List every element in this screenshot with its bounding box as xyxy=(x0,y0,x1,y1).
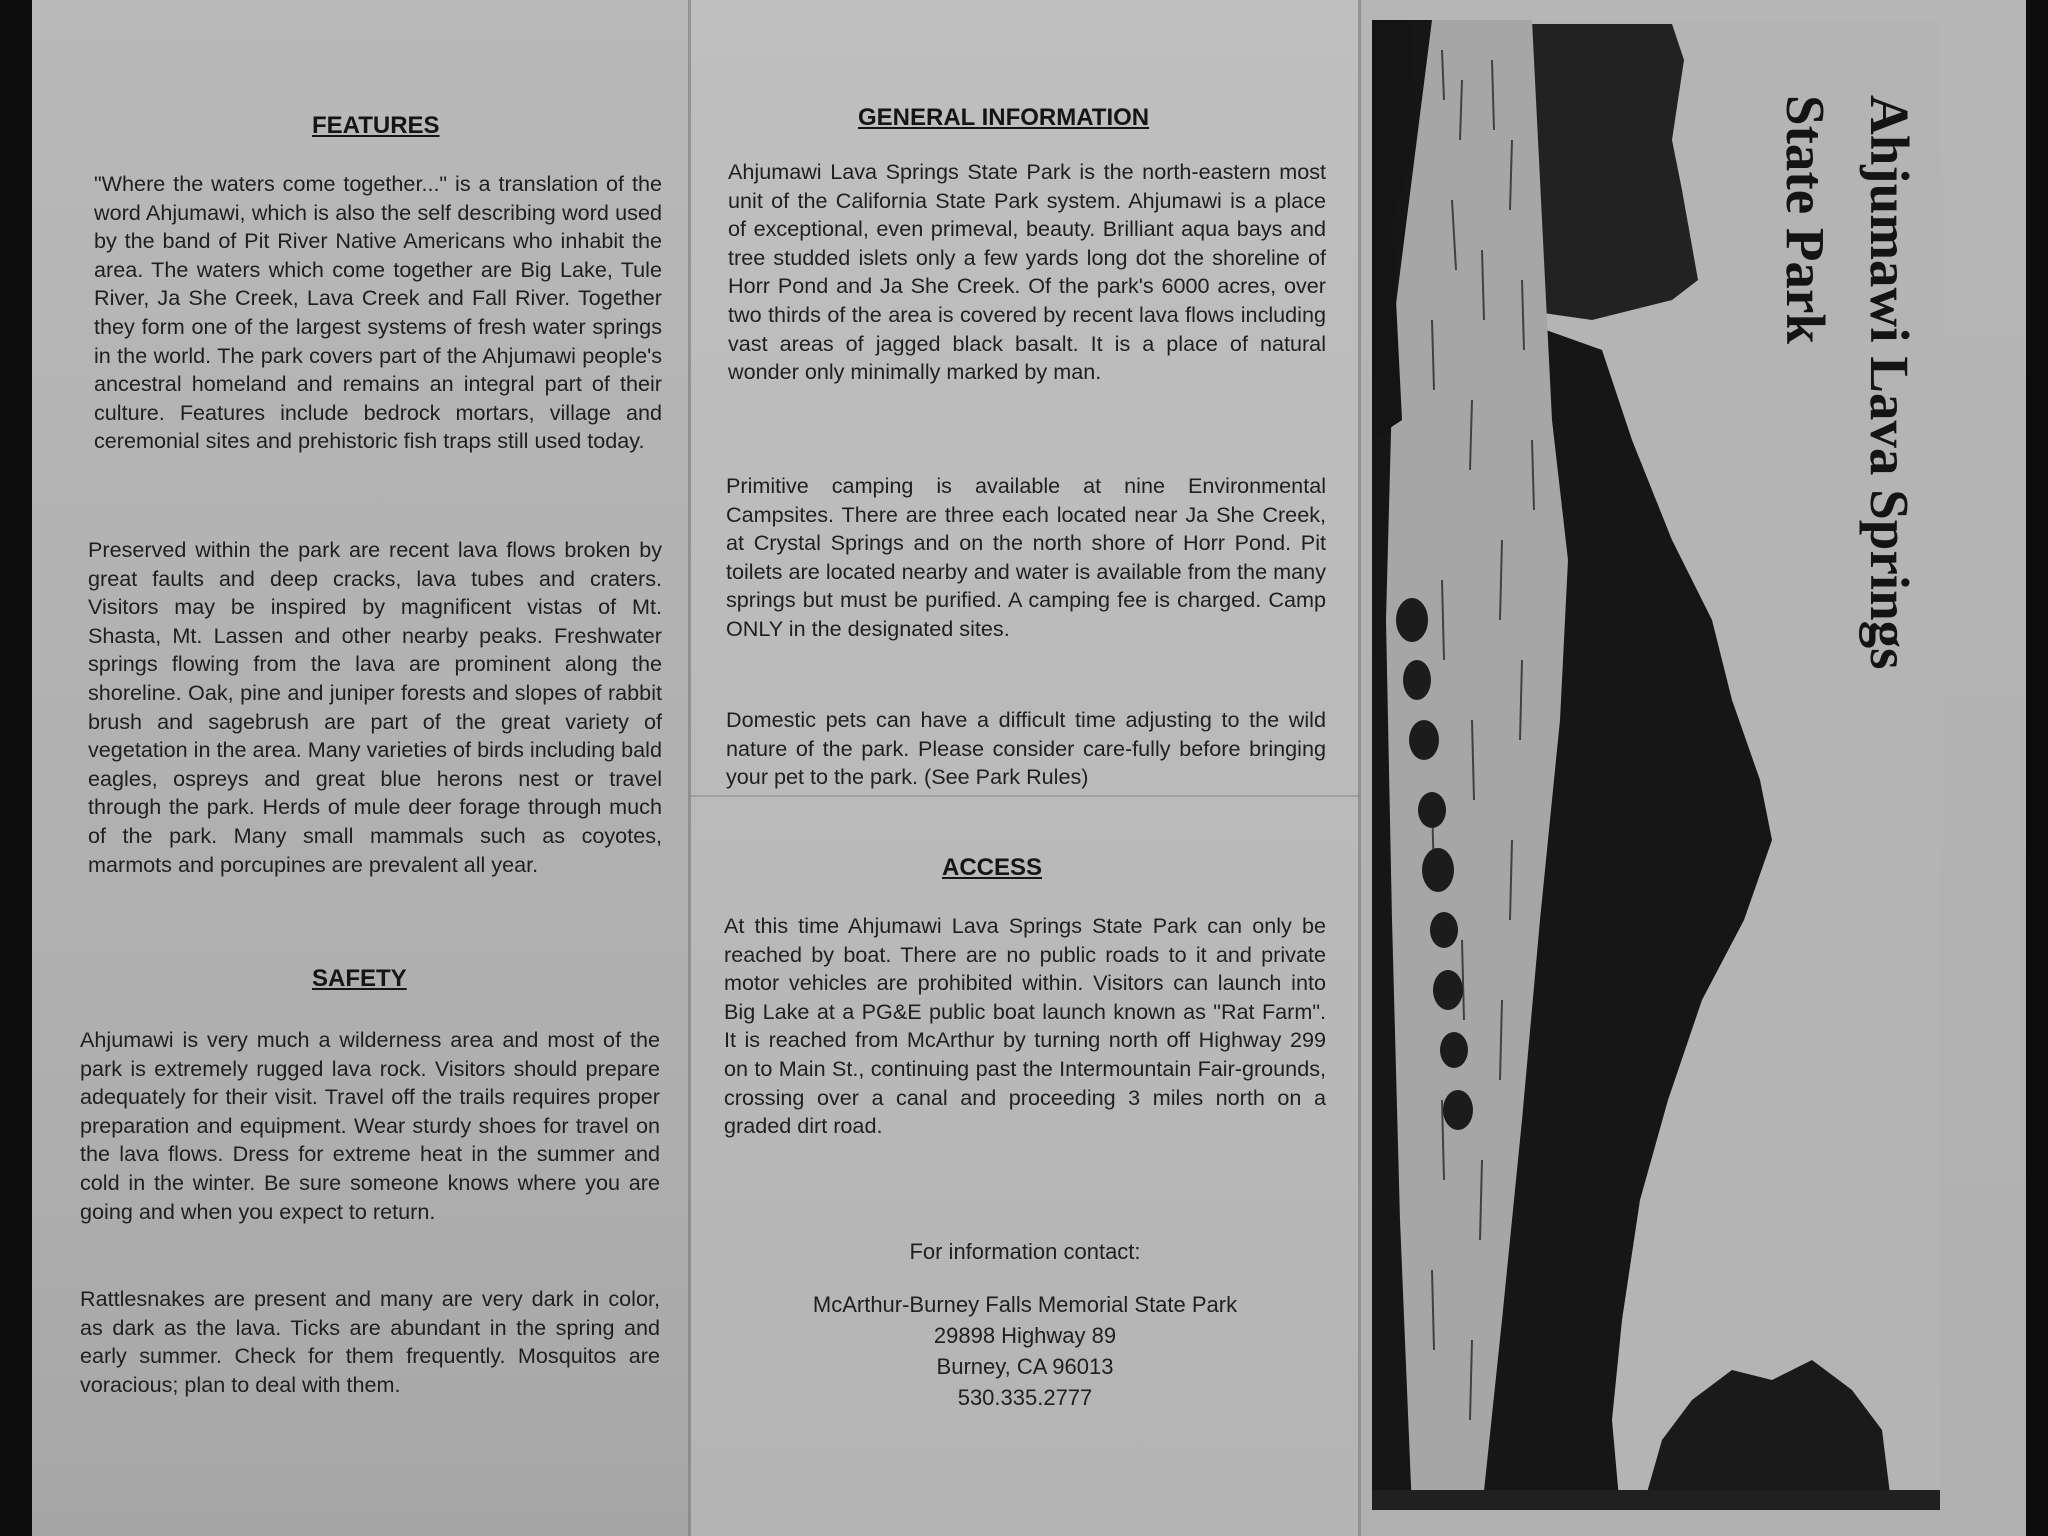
fold-line-left xyxy=(688,0,691,1536)
contact-intro: For information contact: xyxy=(909,1239,1141,1264)
brochure xyxy=(18,0,2026,1536)
contact-name: McArthur-Burney Falls Memorial State Park xyxy=(812,1292,1238,1317)
general-paragraph-3: Domestic pets can have a difficult time adjusting to the wild nature of the park. Please consider care-fully before bringing your pet to the park. (See Park Rules) xyxy=(726,707,1326,790)
general-paragraph-1: Ahjumawi Lava Springs State Park is the north-eastern most unit of the California State Park system. Ahjumawi is a place of exceptional, even primeval, beauty. Brilliant aqua bays and tree studded islets only a few yards long dot the shoreline of Horr Pond and Ja She Creek. Of the park's 6000 acres, over two thirds of the area is covered by recent lava flows including vast areas of jagged black basalt. It is a place of natural wonder only minimally marked by man. xyxy=(728,159,1326,385)
access-paragraph: At this time Ahjumawi Lava Springs State Park can only be reached by boat. There are no public roads to it and private motor vehicles are prohibited within. Visitors can launch into Big Lake at a PG&E public boat launch known as "Rat Farm". It is reached from McArthur by turning north off Highway 299 on to Main St., continuing past the Intermountain Fair-grounds, crossing over a canal and proceeding 3 miles north on a graded dirt road. xyxy=(724,913,1326,1139)
fold-line-right xyxy=(1358,0,1361,1536)
left-panel xyxy=(32,0,690,1536)
general-information-heading: GENERAL INFORMATION xyxy=(858,104,1150,131)
safety-paragraph-2: Rattlesnakes are present and many are very dark in color, as dark as the lava. Ticks are abundant in the spring and early summer. Check for them frequently. Mosquitos are voracious; plan to deal with them. xyxy=(80,1286,660,1397)
general-paragraph-2: Primitive camping is available at nine Environmental Campsites. There are three each located near Ja She Creek, at Crystal Springs and on the north shore of Horr Pond. Pit toilets are located nearby and water is available from the many springs but must be purified. A camping fee is charged. Camp ONLY in the designated sites. xyxy=(726,473,1326,641)
access-heading: ACCESS xyxy=(942,854,1043,881)
features-paragraph-2: Preserved within the park are recent lava flows broken by great faults and deep cracks, lava tubes and craters. Visitors may be inspired by magnificent vistas of Mt. Shasta, Mt. Lassen and other nearby peaks. Freshwater springs flowing from the lava are prominent along the shoreline. Oak, pine and juniper forests and slopes of rabbit brush and sagebrush are part of the great variety of vegetation in the area. Many varieties of birds including bald eagles, ospreys and great blue herons nest or travel through the park. Herds of mule deer forage through much of the park. Many small mammals such as coyotes, marmots and porcupines are prevalent all year. xyxy=(88,537,662,877)
features-paragraph-1: "Where the waters come together..." is a translation of the word Ahjumawi, which is also the self describing word used by the band of Pit River Native Americans who inhabit the area. The waters which come together are Big Lake, Tule River, Ja She Creek, Lava Creek and Fall River. Together they form one of the largest systems of fresh water springs in the world. The park covers part of the Ahjumawi people's ancestral homeland and remains an integral part of their culture. Features include bedrock mortars, village and ceremonial sites and prehistoric fish traps still used today. xyxy=(94,171,662,454)
contact-phone: 530.335.2777 xyxy=(957,1385,1093,1410)
cover-title-line-1: Ahjumawi Lava Springs xyxy=(1859,95,1920,670)
safety-heading: SAFETY xyxy=(312,965,407,992)
features-heading: FEATURES xyxy=(312,112,440,139)
contact-address: 29898 Highway 89 xyxy=(933,1323,1117,1348)
middle-panel xyxy=(690,0,1360,1536)
fold-crease xyxy=(690,795,1360,797)
contact-city: Burney, CA 96013 xyxy=(936,1354,1114,1379)
cover-title xyxy=(1763,95,1931,670)
contact-block xyxy=(690,1236,1360,1413)
cover-title-line-2: State Park xyxy=(1775,95,1836,344)
safety-paragraph-1: Ahjumawi is very much a wilderness area and most of the park is extremely rugged lava rock. Visitors should prepare adequately for their visit. Travel off the trails requires proper preparation and equipment. Wear sturdy shoes for travel on the lava flows. Dress for extreme heat in the summer and cold in the winter. Be sure someone knows where you are going and when you expect to return. xyxy=(80,1027,660,1224)
